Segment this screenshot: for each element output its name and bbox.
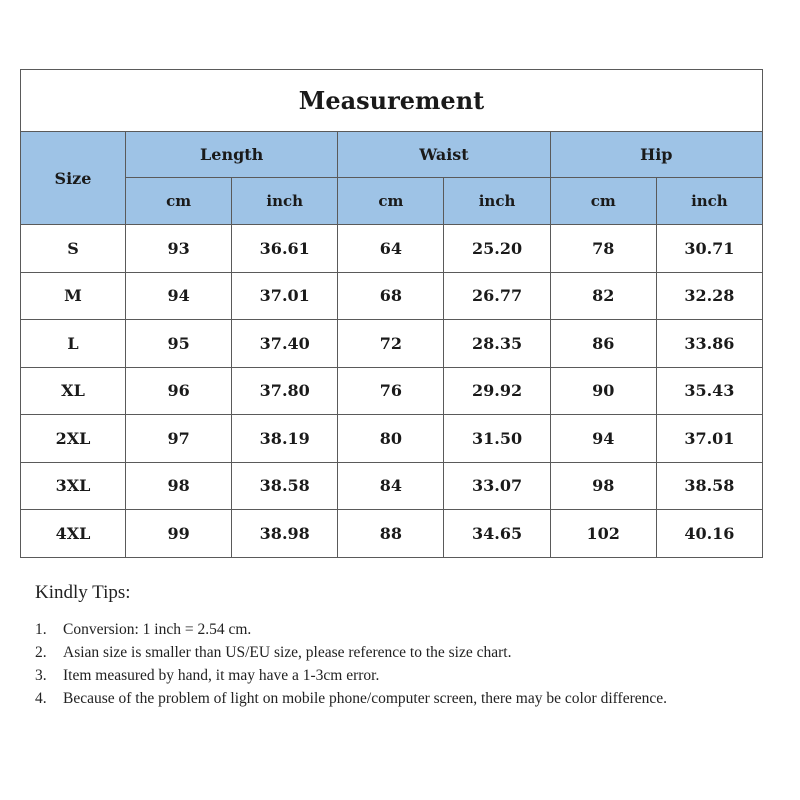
group-header-hip: Hip xyxy=(550,132,762,178)
value-cell: 29.92 xyxy=(444,367,550,415)
value-cell: 97 xyxy=(126,415,232,463)
value-cell: 25.20 xyxy=(444,225,550,273)
value-cell: 72 xyxy=(338,320,444,368)
size-cell: 3XL xyxy=(21,462,126,510)
value-cell: 31.50 xyxy=(444,415,550,463)
tip-number: 3. xyxy=(35,667,47,684)
tip-text: Conversion: 1 inch = 2.54 cm. xyxy=(63,621,252,638)
value-cell: 82 xyxy=(550,272,656,320)
table-row xyxy=(21,367,763,415)
value-cell: 33.07 xyxy=(444,462,550,510)
group-header-waist: Waist xyxy=(338,132,550,178)
value-cell: 30.71 xyxy=(656,225,762,273)
kindly-tips xyxy=(35,582,775,710)
tip-number: 4. xyxy=(35,690,47,707)
value-cell: 78 xyxy=(550,225,656,273)
value-cell: 37.40 xyxy=(232,320,338,368)
unit-header: inch xyxy=(656,178,762,225)
value-cell: 37.01 xyxy=(232,272,338,320)
tip-item xyxy=(35,618,775,641)
value-cell: 95 xyxy=(126,320,232,368)
table-row xyxy=(21,272,763,320)
value-cell: 90 xyxy=(550,367,656,415)
value-cell: 35.43 xyxy=(656,367,762,415)
size-header: Size xyxy=(21,132,126,225)
value-cell: 37.80 xyxy=(232,367,338,415)
value-cell: 98 xyxy=(550,462,656,510)
size-cell: XL xyxy=(21,367,126,415)
table-row xyxy=(21,415,763,463)
value-cell: 38.19 xyxy=(232,415,338,463)
value-cell: 84 xyxy=(338,462,444,510)
tip-text: Because of the problem of light on mobile phone/computer screen, there may be color difference. xyxy=(63,690,667,707)
size-cell: S xyxy=(21,225,126,273)
tip-number: 1. xyxy=(35,621,47,638)
tip-item xyxy=(35,664,775,687)
value-cell: 32.28 xyxy=(656,272,762,320)
tip-text: Asian size is smaller than US/EU size, please reference to the size chart. xyxy=(63,644,512,661)
table-row xyxy=(21,510,763,558)
value-cell: 36.61 xyxy=(232,225,338,273)
tip-text: Item measured by hand, it may have a 1-3cm error. xyxy=(63,667,380,684)
value-cell: 37.01 xyxy=(656,415,762,463)
value-cell: 40.16 xyxy=(656,510,762,558)
tip-item xyxy=(35,641,775,664)
size-cell: 4XL xyxy=(21,510,126,558)
table-row xyxy=(21,320,763,368)
value-cell: 88 xyxy=(338,510,444,558)
measurement-table xyxy=(20,69,763,558)
value-cell: 80 xyxy=(338,415,444,463)
value-cell: 93 xyxy=(126,225,232,273)
unit-header: inch xyxy=(232,178,338,225)
value-cell: 98 xyxy=(126,462,232,510)
value-cell: 86 xyxy=(550,320,656,368)
unit-header: cm xyxy=(550,178,656,225)
value-cell: 94 xyxy=(550,415,656,463)
value-cell: 94 xyxy=(126,272,232,320)
value-cell: 64 xyxy=(338,225,444,273)
tip-item xyxy=(35,687,775,710)
value-cell: 26.77 xyxy=(444,272,550,320)
value-cell: 33.86 xyxy=(656,320,762,368)
value-cell: 28.35 xyxy=(444,320,550,368)
value-cell: 99 xyxy=(126,510,232,558)
size-cell: L xyxy=(21,320,126,368)
unit-header: inch xyxy=(444,178,550,225)
value-cell: 76 xyxy=(338,367,444,415)
value-cell: 68 xyxy=(338,272,444,320)
value-cell: 102 xyxy=(550,510,656,558)
unit-header: cm xyxy=(338,178,444,225)
size-cell: 2XL xyxy=(21,415,126,463)
tips-title: Kindly Tips: xyxy=(35,582,131,603)
tip-number: 2. xyxy=(35,644,47,661)
value-cell: 38.58 xyxy=(656,462,762,510)
table-row xyxy=(21,462,763,510)
measurement-sheet xyxy=(20,69,763,558)
value-cell: 38.98 xyxy=(232,510,338,558)
value-cell: 38.58 xyxy=(232,462,338,510)
group-header-length: Length xyxy=(126,132,338,178)
value-cell: 96 xyxy=(126,367,232,415)
table-row xyxy=(21,225,763,273)
tips-list xyxy=(35,618,775,710)
unit-header: cm xyxy=(126,178,232,225)
table-title: Measurement xyxy=(21,70,763,132)
value-cell: 34.65 xyxy=(444,510,550,558)
size-cell: M xyxy=(21,272,126,320)
